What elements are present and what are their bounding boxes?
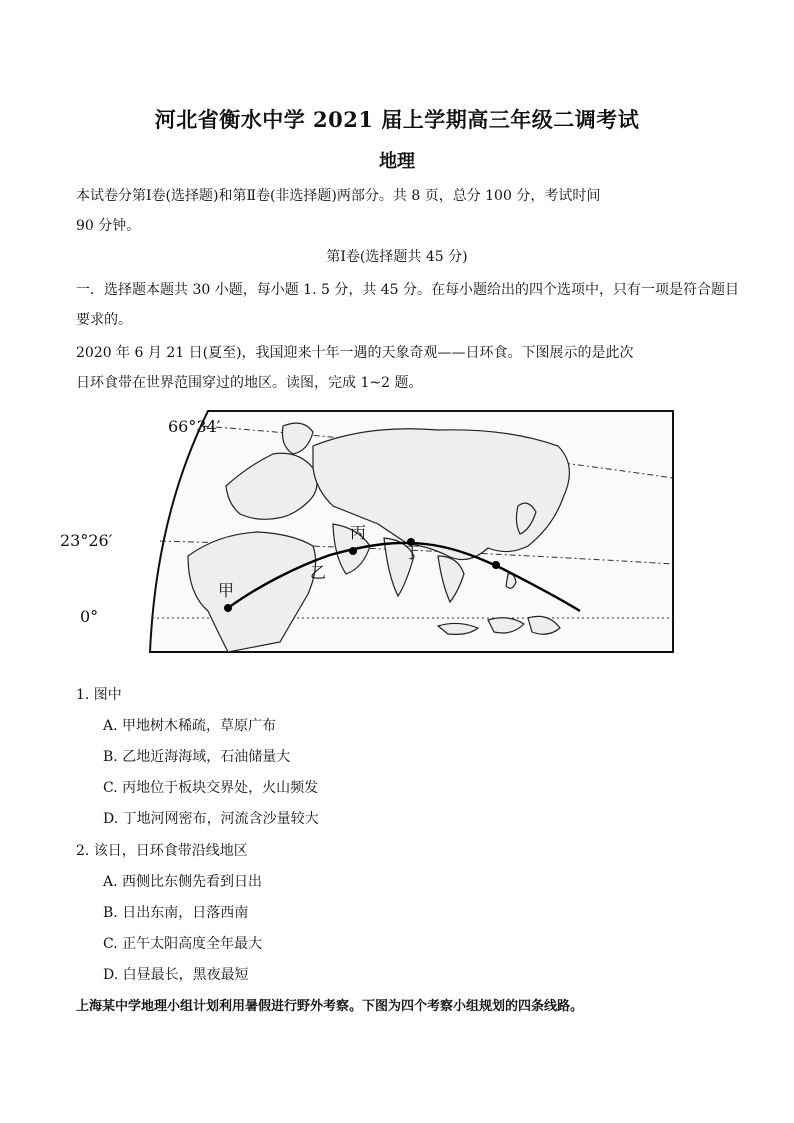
intro-line-1: 本试卷分第Ⅰ卷(选择题)和第Ⅱ卷(非选择题)两部分。共 8 页，总分 100 分，考试时间 — [76, 188, 601, 204]
exam-title: 河北省衡水中学 2021 届上学期高三年级二调考试 — [154, 107, 640, 132]
point-label-yi: 乙 — [310, 563, 327, 582]
lat-label-tropic: 23°26′ — [60, 531, 113, 550]
instruction-line-2: 要求的。 — [76, 312, 132, 328]
intro-line-2: 90 分钟。 — [76, 218, 141, 234]
question-1-stem: 1. 图中 — [76, 687, 122, 703]
question-2-stem: 2. 该日，日环食带沿线地区 — [76, 843, 248, 859]
point-label-bing: 丙 — [350, 523, 367, 542]
question-2-option-a: A. 西侧比东侧先看到日出 — [103, 874, 263, 890]
question-1-option-a: A. 甲地树木稀疏，草原广布 — [103, 718, 277, 734]
question-2-option-b: B. 日出东南，日落西南 — [103, 905, 249, 921]
question-1-option-d: D. 丁地河网密布，河流含沙量较大 — [103, 811, 319, 827]
lat-label-equator: 0° — [80, 607, 99, 626]
subject-title: 地理 — [379, 151, 415, 172]
eclipse-map — [60, 406, 678, 656]
lat-label-arctic: 66°34′ — [168, 417, 221, 436]
question-2-option-d: D. 白昼最长，黑夜最短 — [103, 967, 249, 983]
question-1-option-c: C. 丙地位于板块交界处，火山频发 — [103, 780, 319, 796]
question-1-option-b: B. 乙地近海海域，石油储量大 — [103, 749, 291, 765]
instruction-line-1: 一．选择题本题共 30 小题，每小题 1. 5 分，共 45 分。在每小题给出的四个选项中，只有一项是符合题目 — [76, 282, 740, 298]
point-label-ding: 丁 — [404, 543, 421, 562]
passage-line-1: 2020 年 6 月 21 日(夏至)，我国迎来十年一遇的天象奇观——日环食。下图展示的是此次 — [76, 345, 634, 361]
passage-line-2: 日环食带在世界范围穿过的地区。读图，完成 1~2 题。 — [76, 375, 423, 391]
question-2-option-c: C. 正午太阳高度全年最大 — [103, 936, 263, 952]
point-label-jia: 甲 — [218, 581, 235, 600]
passage-2-line-1: 上海某中学地理小组计划利用暑假进行野外考察。下图为四个考察小组规划的四条线路。 — [76, 999, 584, 1014]
section-title: 第Ⅰ卷(选择题共 45 分) — [326, 249, 468, 265]
